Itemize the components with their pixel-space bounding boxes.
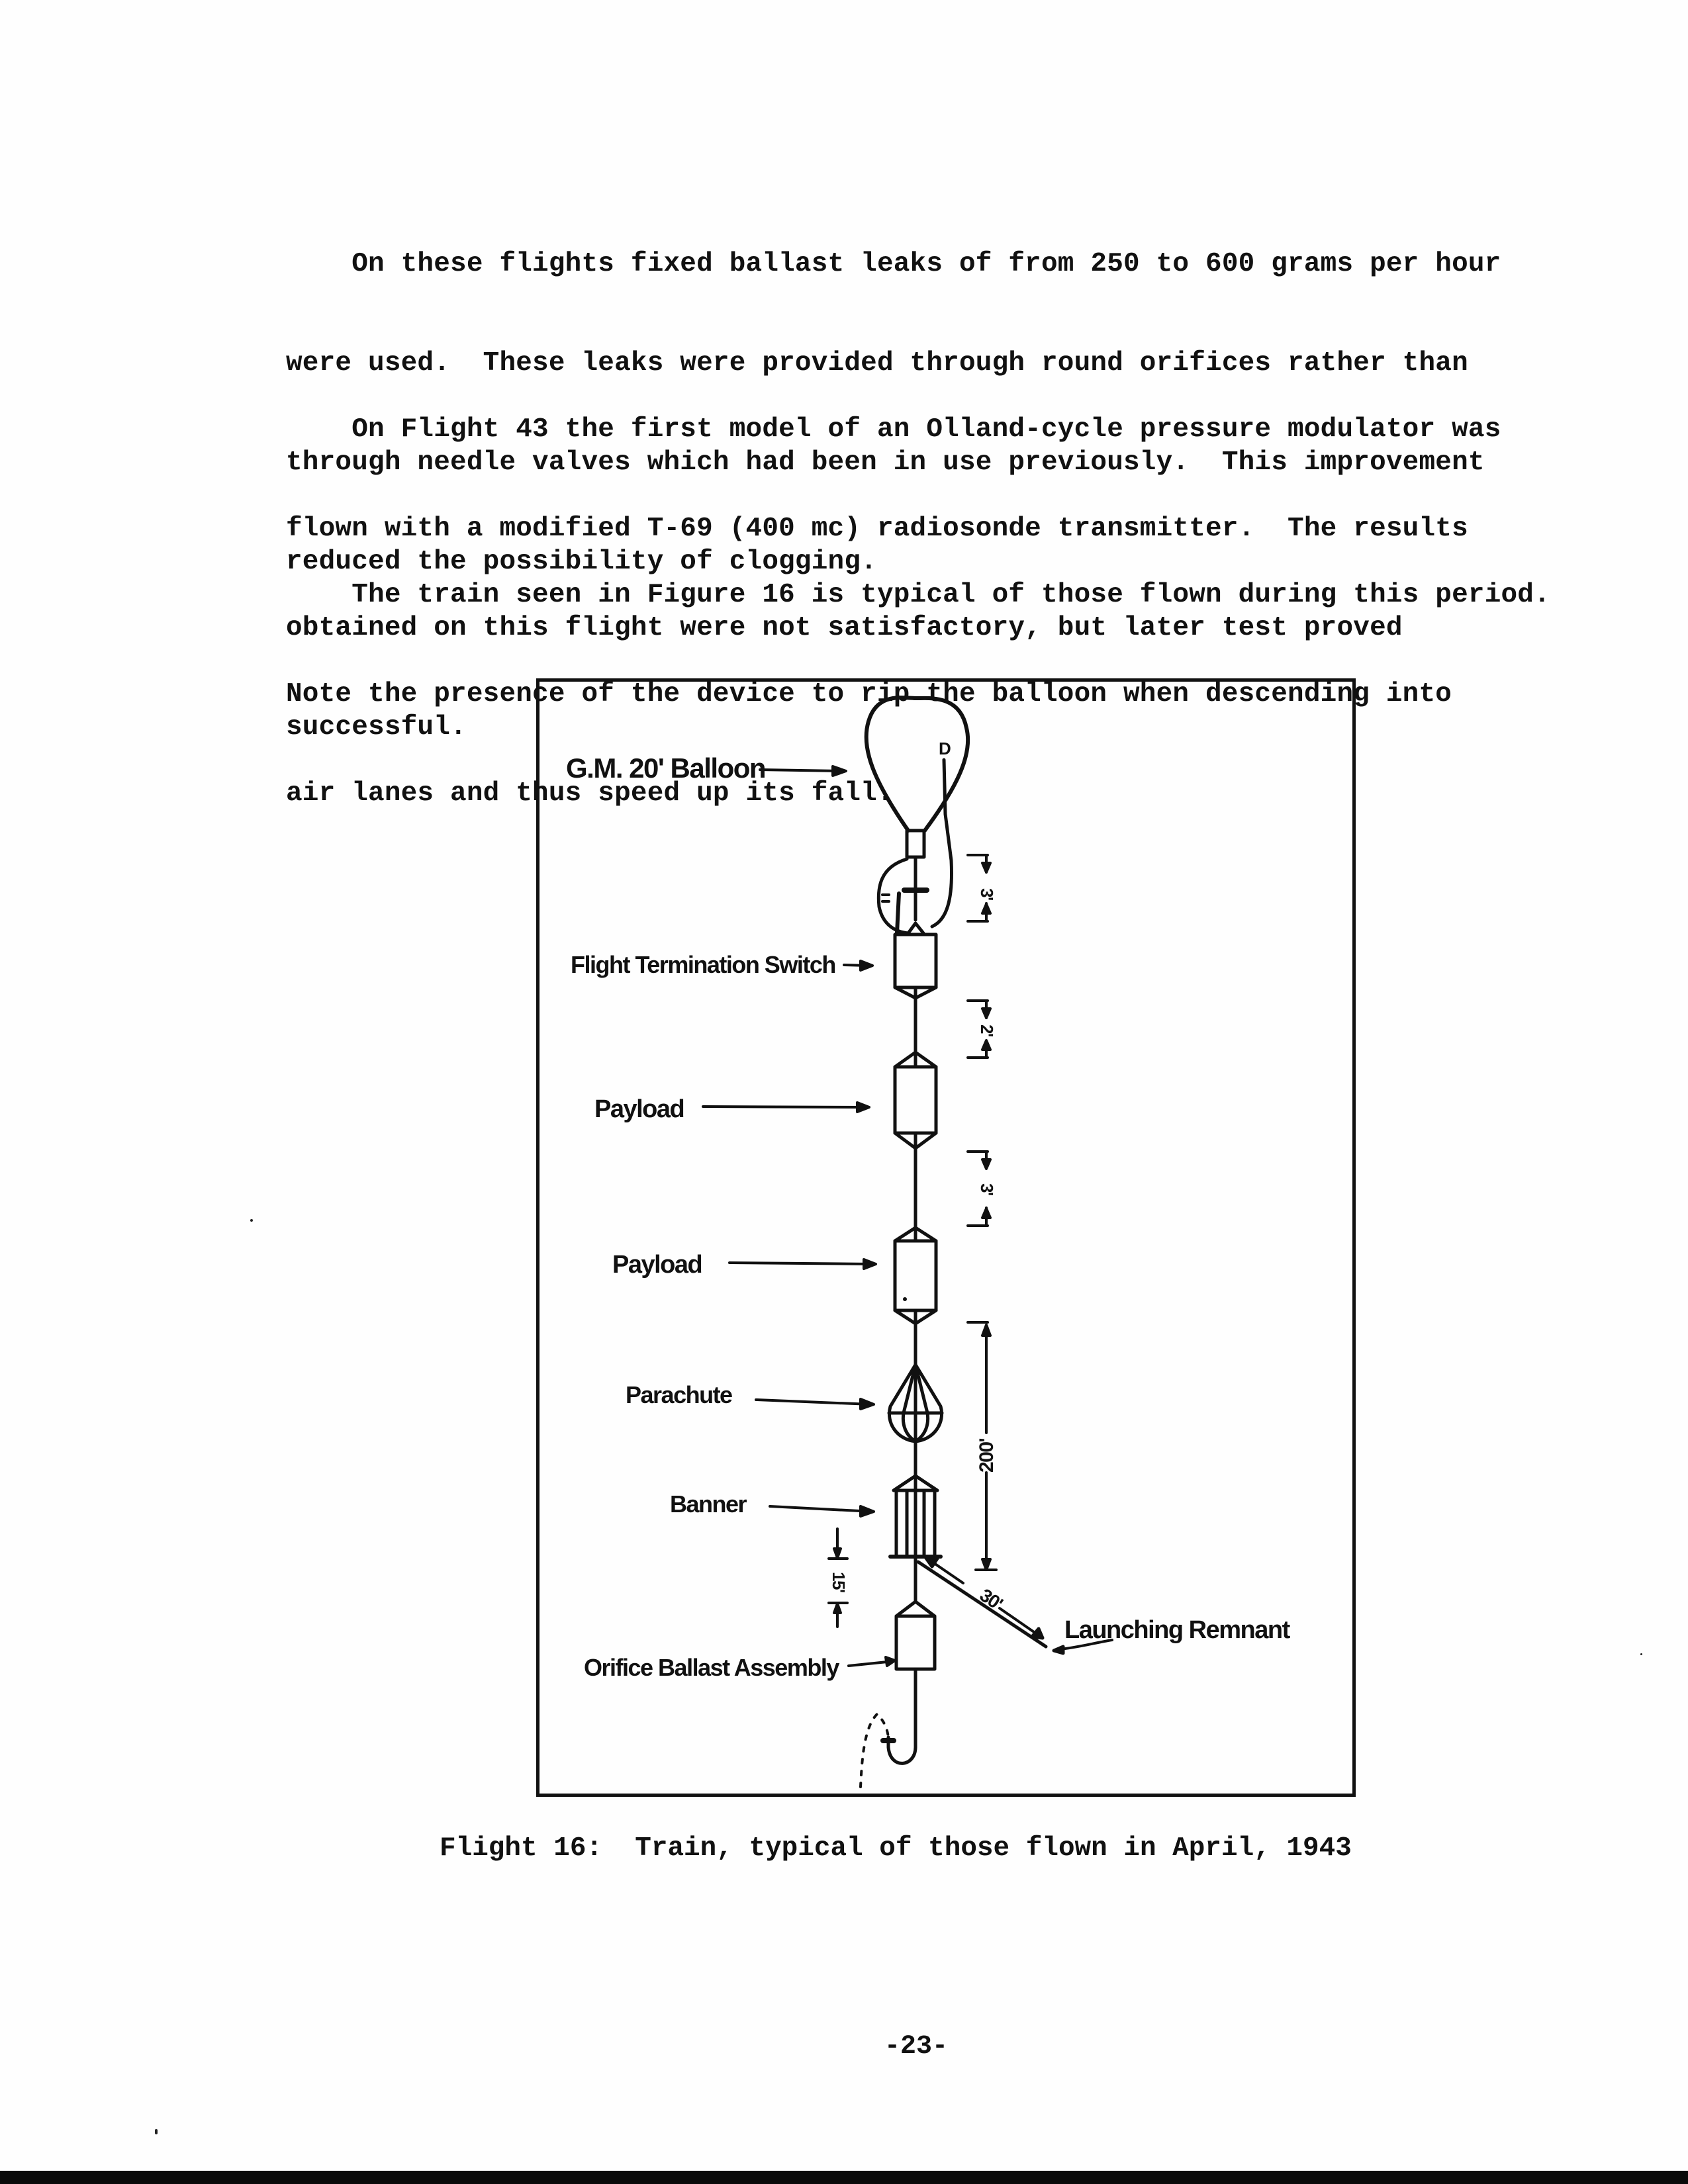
dimension-label-30ft: 30' — [976, 1584, 1006, 1614]
dimension-label-3ft-mid: 3' — [977, 1183, 997, 1195]
parachute-shape — [889, 1365, 942, 1476]
figure-caption: Flight 16: Train, typical of those flown in April, 1943 — [440, 1833, 1352, 1864]
text-line: successful. — [286, 712, 467, 743]
balloon-label: G.M. 20' Balloon — [566, 752, 766, 784]
dimension-label-2ft: 2' — [977, 1024, 997, 1036]
dimension-label-200ft: 200' — [976, 1438, 998, 1473]
balloon-shape — [867, 698, 968, 933]
ballast-shape — [861, 1602, 935, 1787]
scan-speck — [1640, 1653, 1642, 1655]
rip-device-label: D — [939, 739, 951, 758]
text-line: air lanes and thus speed up its fall. — [286, 778, 894, 809]
arrow-payload-2 — [729, 1263, 874, 1264]
banner-label: Banner — [670, 1490, 747, 1518]
parachute-label: Parachute — [626, 1381, 732, 1408]
payload-2-shape — [895, 1228, 936, 1365]
arrow-banner — [770, 1506, 872, 1512]
launching-remnant-label: Launching Remnant — [1064, 1616, 1289, 1644]
arrow-balloon — [760, 770, 842, 771]
text-line: flown with a modified T-69 (400 mc) radiosonde transmitter. The results — [286, 514, 1468, 544]
text-line: Note the presence of the device to rip the balloon when descending into — [286, 679, 1452, 709]
payload-2-label: Payload — [612, 1251, 702, 1279]
text-line: through needle valves which had been in use previously. This improvement — [286, 447, 1485, 478]
text-line: On these flights fixed ballast leaks of from 250 to 600 grams per hour — [286, 249, 1501, 279]
text-line: were used. These leaks were provided through round orifices rather than — [286, 348, 1468, 379]
arrow-parachute — [756, 1400, 871, 1404]
payload-1-label: Payload — [594, 1095, 684, 1123]
text-line: reduced the possibility of clogging. — [286, 547, 877, 577]
dimension-label-15ft: 15' — [829, 1572, 849, 1592]
banner-shape — [890, 1476, 941, 1602]
termination-switch-shape — [895, 934, 936, 1052]
page-number: -23- — [884, 2032, 949, 2062]
payload-1-shape — [895, 1052, 936, 1228]
text-line: On Flight 43 the first model of an Olland-cycle pressure modulator was — [286, 414, 1501, 445]
text-line: The train seen in Figure 16 is typical of those flown during this period. — [286, 580, 1550, 610]
scan-speck — [155, 2129, 158, 2134]
termination-switch-label: Flight Termination Switch — [571, 951, 835, 978]
scan-bottom-edge — [0, 2171, 1688, 2184]
leader-arrows — [703, 766, 895, 1666]
text-line: obtained on this flight were not satisfactory, but later test proved — [286, 613, 1403, 643]
dimension-label-3ft-top: 3' — [977, 888, 997, 900]
ballast-label: Orifice Ballast Assembly — [584, 1654, 839, 1681]
scan-speck — [250, 1219, 253, 1222]
